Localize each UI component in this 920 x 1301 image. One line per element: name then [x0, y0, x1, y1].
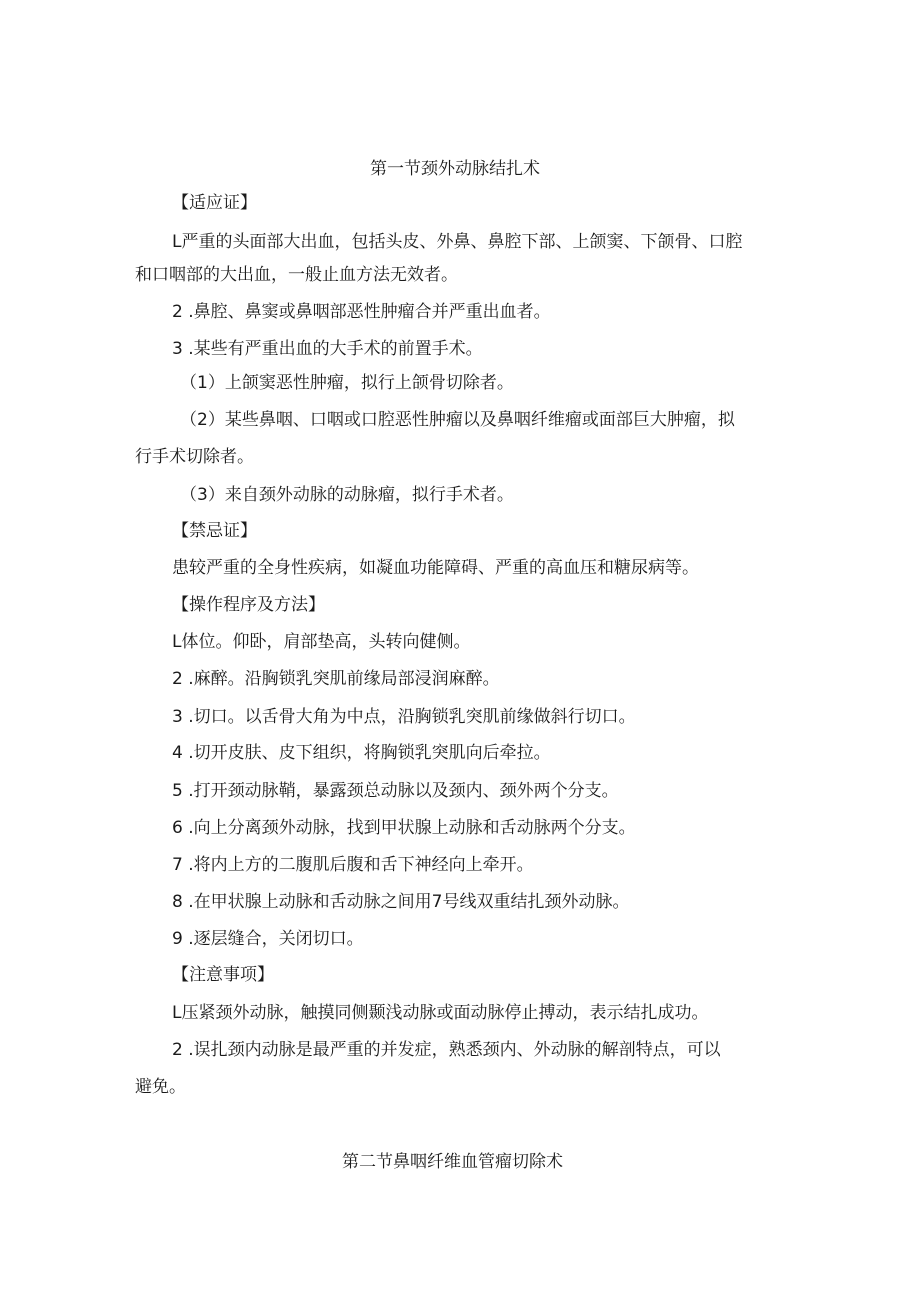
procedure-step-1: L体位。仰卧，肩部垫高，头转向健侧。: [172, 632, 471, 652]
procedure-step-7: 7 .将内上方的二腹肌后腹和舌下神经向上牵开。: [172, 855, 534, 875]
procedure-step-4: 4 .切开皮肤、皮下组织，将胸锁乳突肌向后牵拉。: [172, 743, 551, 763]
note-1: L压紧颈外动脉，触摸同侧颞浅动脉或面动脉停止搏动，表示结扎成功。: [172, 1003, 709, 1023]
procedure-heading: 【操作程序及方法】: [172, 595, 325, 615]
indication-3: 3 .某些有严重出血的大手术的前置手术。: [172, 339, 483, 359]
indication-3-sub-2-line-2: 行手术切除者。: [135, 447, 254, 467]
procedure-step-2: 2 .麻醉。沿胸锁乳突肌前缘局部浸润麻醉。: [172, 669, 500, 689]
procedure-step-9: 9 .逐层缝合，关闭切口。: [172, 929, 364, 949]
notes-heading: 【注意事项】: [172, 965, 274, 985]
contraindications-heading: 【禁忌证】: [172, 521, 257, 541]
section-1-title: 第一节颈外动脉结扎术: [370, 159, 540, 179]
indication-1-line-1: L严重的头面部大出血，包括头皮、外鼻、鼻腔下部、上颌窦、下颌骨、口腔: [172, 232, 743, 252]
note-2-line-2: 避免。: [135, 1077, 186, 1097]
procedure-step-8: 8 .在甲状腺上动脉和舌动脉之间用7号线双重结扎颈外动脉。: [172, 892, 630, 912]
indication-3-sub-1: （1）上颌窦恶性肿瘤，拟行上颌骨切除者。: [180, 373, 514, 393]
indication-3-sub-3: （3）来自颈外动脉的动脉瘤，拟行手术者。: [180, 485, 514, 505]
contraindications-text: 患较严重的全身性疾病，如凝血功能障碍、严重的高血压和糖尿病等。: [172, 558, 699, 578]
indication-1-line-2: 和口咽部的大出血，一般止血方法无效者。: [135, 265, 458, 285]
indications-heading: 【适应证】: [172, 193, 257, 213]
procedure-step-5: 5 .打开颈动脉鞘，暴露颈总动脉以及颈内、颈外两个分支。: [172, 781, 619, 801]
indication-2: 2 .鼻腔、鼻窦或鼻咽部恶性肿瘤合并严重出血者。: [172, 302, 551, 322]
section-2-title: 第二节鼻咽纤维血管瘤切除术: [342, 1152, 563, 1172]
indication-3-sub-2-line-1: （2）某些鼻咽、口咽或口腔恶性肿瘤以及鼻咽纤维瘤或面部巨大肿瘤，拟: [180, 410, 735, 430]
procedure-step-3: 3 .切口。以舌骨大角为中点，沿胸锁乳突肌前缘做斜行切口。: [172, 707, 636, 727]
note-2-line-1: 2 .误扎颈内动脉是最严重的并发症，熟悉颈内、外动脉的解剖特点，可以: [172, 1040, 721, 1060]
procedure-step-6: 6 .向上分离颈外动脉，找到甲状腺上动脉和舌动脉两个分支。: [172, 818, 636, 838]
